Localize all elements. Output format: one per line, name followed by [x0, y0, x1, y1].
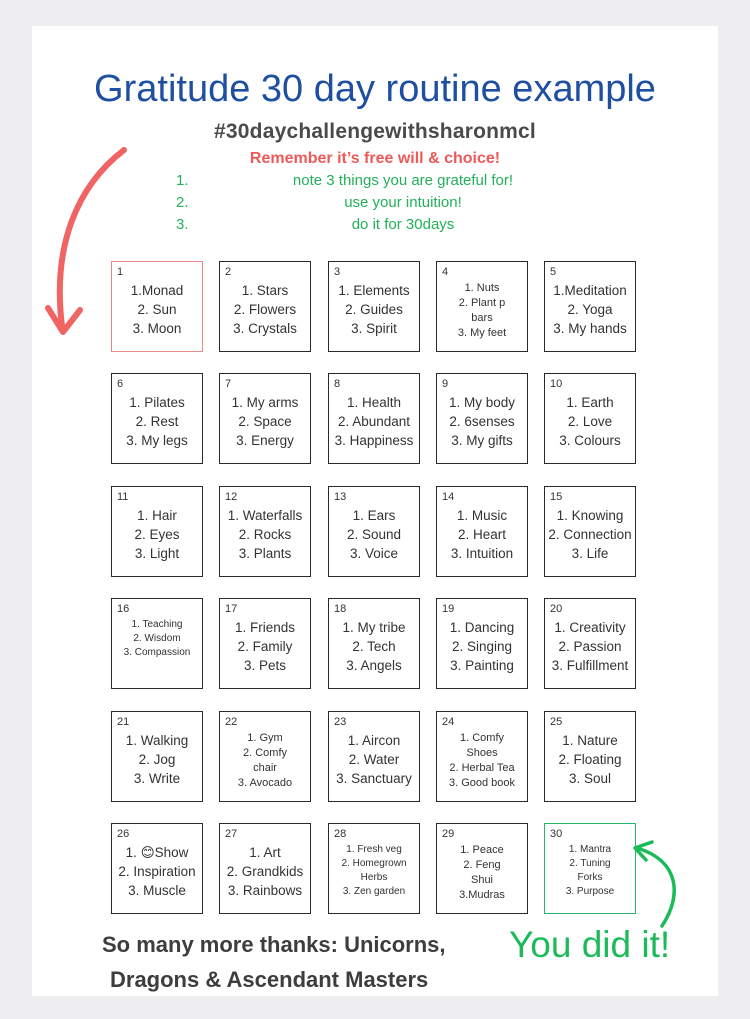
gratitude-item: 2. Grandkids [226, 864, 304, 879]
gratitude-item: 2. Floating [558, 752, 622, 767]
day-number: 1 [117, 266, 124, 278]
gratitude-item: 1. Gym [247, 732, 283, 744]
day-number: 25 [550, 716, 563, 728]
gratitude-item: 2. Flowers [233, 302, 297, 317]
gratitude-item: 1. Waterfalls [227, 508, 303, 523]
gratitude-item: 2. Guides [345, 302, 403, 317]
gratitude-item: 3. Energy [236, 433, 294, 448]
gratitude-item: 1. Elements [338, 283, 410, 298]
gratitude-item: 1. Dancing [449, 620, 515, 635]
gratitude-item: 2. Love [567, 414, 613, 429]
gratitude-item: 3. Intuition [450, 546, 514, 561]
day-number: 19 [442, 603, 455, 615]
rule-text: do it for 30days [351, 216, 455, 233]
day-number: 6 [117, 378, 124, 390]
gratitude-item: 1.Meditation [553, 283, 627, 298]
day-number: 20 [550, 603, 563, 615]
day-number: 15 [550, 491, 563, 503]
gratitude-item: 3. Voice [349, 546, 399, 561]
gratitude-item: 2. Herbal Tea [449, 762, 515, 774]
gratitude-item: 2. Rest [135, 414, 179, 429]
gratitude-item: 2. Sun [137, 302, 177, 317]
gratitude-item: 1. Fresh veg [346, 844, 402, 855]
gratitude-item: 3. Moon [132, 321, 182, 336]
gratitude-item: 3. Pets [243, 658, 287, 673]
day-number: 21 [117, 716, 130, 728]
gratitude-item: 3. Compassion [123, 647, 191, 658]
gratitude-item: 3. Happiness [334, 433, 414, 448]
gratitude-item: 3.Mudras [459, 889, 505, 901]
gratitude-item: 2. Inspiration [118, 864, 196, 879]
day-number: 9 [442, 378, 449, 390]
arrow-green-icon [32, 26, 718, 996]
gratitude-item: 1. Mantra [568, 844, 612, 855]
day-number: 12 [225, 491, 238, 503]
gratitude-item: 2. Yoga [567, 302, 613, 317]
day-number: 23 [334, 716, 347, 728]
gratitude-item: 1. My tribe [342, 620, 406, 635]
gratitude-item: 3. My hands [553, 321, 627, 336]
gratitude-item: 1. Hair [137, 508, 177, 523]
day-number: 27 [225, 828, 238, 840]
gratitude-item: chair [253, 762, 277, 774]
gratitude-item: 3. Angels [346, 658, 402, 673]
gratitude-item: 2. Rocks [238, 527, 292, 542]
gratitude-item: 3. Plants [238, 546, 292, 561]
rule-number: 1. [176, 172, 189, 189]
gratitude-item: 2. Tuning [569, 858, 611, 869]
gratitude-item: Herbs [360, 872, 388, 883]
gratitude-item: 3. Painting [450, 658, 514, 673]
gratitude-item: 1. Earth [566, 395, 614, 410]
day-number: 3 [334, 266, 341, 278]
gratitude-item: 3. Sanctuary [336, 771, 412, 786]
gratitude-item: 3. Light [134, 546, 180, 561]
gratitude-item: 3. Write [133, 771, 181, 786]
day-number: 5 [550, 266, 557, 278]
day-number: 14 [442, 491, 455, 503]
gratitude-item: 1. Stars [241, 283, 289, 298]
gratitude-item: 1.Monad [130, 283, 184, 298]
day-number: 4 [442, 266, 449, 278]
day-number: 26 [117, 828, 130, 840]
gratitude-item: 3. My legs [126, 433, 188, 448]
gratitude-item: 3. Good book [448, 777, 516, 789]
gratitude-item: 3. Crystals [233, 321, 297, 336]
gratitude-item: 1. Ears [352, 508, 396, 523]
day-number: 7 [225, 378, 232, 390]
gratitude-item: 2. Tech [352, 639, 396, 654]
day-number: 30 [550, 828, 563, 840]
gratitude-item: 2. Family [237, 639, 293, 654]
day-number: 29 [442, 828, 455, 840]
gratitude-item: 2. Water [348, 752, 400, 767]
gratitude-item: 2. Comfy [242, 747, 287, 759]
gratitude-item: 3. Life [571, 546, 609, 561]
gratitude-item: 2. Homegrown [341, 858, 407, 869]
gratitude-item: 3. Spirit [351, 321, 397, 336]
day-number: 2 [225, 266, 232, 278]
gratitude-item: 2. Sound [346, 527, 402, 542]
gratitude-item: 1. Health [346, 395, 402, 410]
day-number: 24 [442, 716, 455, 728]
day-number: 10 [550, 378, 563, 390]
page-title: Gratitude 30 day routine example [94, 68, 656, 110]
rule-text: use your intuition! [344, 194, 462, 211]
gratitude-item: 3. Purpose [565, 886, 615, 897]
day-number: 8 [334, 378, 341, 390]
gratitude-item: 3. Fulfillment [551, 658, 629, 673]
gratitude-item: 2. Plant p [458, 297, 506, 309]
gratitude-item: 2. Jog [138, 752, 176, 767]
worksheet-page [32, 26, 718, 996]
gratitude-item: 2. Feng [463, 859, 501, 871]
gratitude-item: 1. My body [448, 395, 516, 410]
gratitude-item: 3. My gifts [451, 433, 513, 448]
remember-note: Remember it’s free will & choice! [249, 150, 501, 167]
gratitude-item: 2. Abundant [337, 414, 411, 429]
gratitude-item: 3. Muscle [128, 883, 186, 898]
gratitude-item: 1. My arms [231, 395, 299, 410]
gratitude-item: 3. Avocado [237, 777, 293, 789]
gratitude-item: Forks [577, 872, 603, 883]
day-number: 17 [225, 603, 238, 615]
gratitude-item: Shui [470, 874, 494, 886]
rule-number: 2. [176, 194, 189, 211]
gratitude-item: 1. Knowing [556, 508, 624, 523]
gratitude-item: 3. Rainbows [227, 883, 303, 898]
gratitude-item: 2. Singing [451, 639, 513, 654]
gratitude-item: 1. Art [249, 845, 281, 860]
gratitude-item: 1. Friends [234, 620, 296, 635]
gratitude-item: 1. Walking [125, 733, 189, 748]
gratitude-item: 1. Nuts [464, 282, 500, 294]
gratitude-item: 1. Aircon [347, 733, 401, 748]
gratitude-item: 2. Passion [558, 639, 622, 654]
day-number: 11 [117, 491, 129, 503]
rule-number: 3. [176, 216, 189, 233]
gratitude-item: 2. Wisdom [133, 633, 181, 644]
gratitude-item: 1. Peace [460, 844, 504, 856]
gratitude-item: 3. Soul [568, 771, 612, 786]
gratitude-item: 2. Eyes [134, 527, 180, 542]
gratitude-item: 2. Space [238, 414, 292, 429]
gratitude-item: 1. Comfy [459, 732, 504, 744]
gratitude-item: 1. Music [456, 508, 508, 523]
gratitude-item: 1. Pilates [129, 395, 185, 410]
gratitude-item: 1. Nature [562, 733, 618, 748]
rule-text: note 3 things you are grateful for! [292, 172, 514, 189]
gratitude-item: 3. Zen garden [342, 886, 406, 897]
day-number: 13 [334, 491, 347, 503]
gratitude-item: bars [471, 312, 493, 324]
gratitude-item: 2. 6senses [449, 414, 515, 429]
gratitude-item: Shoes [466, 747, 498, 759]
footer-line-2: Dragons & Ascendant Masters [110, 967, 429, 992]
hashtag: #30daychallengewithsharonmcl [214, 120, 536, 143]
day-number: 18 [334, 603, 347, 615]
gratitude-item: 3. Colours [559, 433, 621, 448]
gratitude-item: 1. Teaching [131, 619, 183, 630]
footer-line-1: So many more thanks: Unicorns, [102, 932, 446, 957]
day-number: 22 [225, 716, 238, 728]
gratitude-item: 3. My feet [457, 327, 507, 339]
you-did-it-text: You did it! [509, 924, 671, 965]
gratitude-item: 1. Creativity [554, 620, 626, 635]
gratitude-item: 2. Connection [548, 527, 632, 542]
gratitude-item: 1. 😊Show [125, 845, 189, 860]
day-number: 16 [117, 603, 130, 615]
day-number: 28 [334, 828, 347, 840]
gratitude-item: 2. Heart [457, 527, 507, 542]
